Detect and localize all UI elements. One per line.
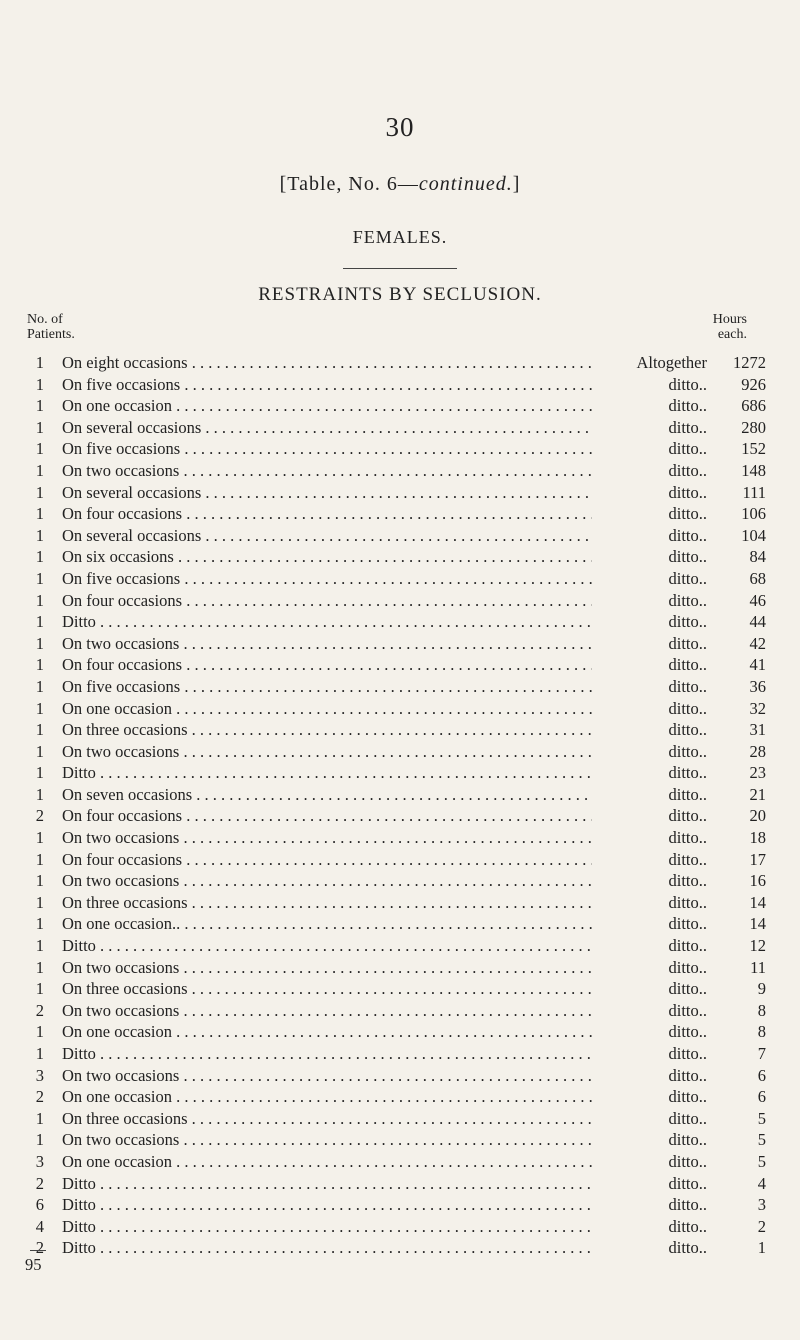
- column-header-hours-line1: Hours: [712, 312, 747, 327]
- table-row: [0, 352, 800, 374]
- row-hours: 7: [757, 1044, 766, 1063]
- row-ditto: ditto..: [595, 1021, 707, 1043]
- row-hours: 8: [757, 1022, 766, 1042]
- row-ditto: ditto..: [595, 676, 707, 698]
- table-row: [0, 719, 800, 741]
- row-description: On several occasions . . .: [62, 525, 592, 547]
- row-hours: 17: [749, 849, 766, 869]
- row-ditto: ditto..: [595, 762, 707, 784]
- row-description: On six occasions . . .: [62, 546, 592, 568]
- row-description: Ditto . . .: [62, 611, 592, 633]
- row-hours: 5: [757, 1130, 766, 1150]
- table-row: [0, 913, 800, 935]
- row-ditto: ditto..: [595, 957, 707, 979]
- row-hours: 8: [757, 1000, 766, 1020]
- row-hours: 5: [757, 1151, 766, 1171]
- patient-count: 1: [35, 871, 44, 891]
- row-hours: 20: [749, 806, 766, 826]
- row-ditto: ditto..: [595, 741, 707, 763]
- patient-count: 1: [35, 892, 44, 912]
- table-heading-continued: continued.: [418, 173, 513, 195]
- table-row: [0, 417, 800, 439]
- table-row: [0, 1237, 800, 1259]
- patient-count: 1: [35, 784, 44, 804]
- table-row: [0, 741, 800, 763]
- row-ditto: ditto..: [595, 805, 707, 827]
- row-description: On one occasion.. . . .: [62, 913, 592, 935]
- section-heading: RESTRAINTS BY SECLUSION.: [258, 284, 542, 305]
- row-hours: 4: [757, 1173, 766, 1193]
- patient-count: 1: [35, 1022, 44, 1042]
- row-ditto: ditto..: [595, 654, 707, 676]
- row-description: On four occasions . . .: [62, 849, 592, 871]
- table-row: [0, 546, 800, 568]
- row-description: On two occasions . . .: [62, 741, 592, 763]
- patient-count: 1: [35, 1044, 44, 1063]
- row-ditto: ditto..: [595, 827, 707, 849]
- row-ditto: ditto..: [595, 460, 707, 482]
- table-row: [0, 698, 800, 720]
- row-description: Ditto . . .: [62, 1173, 592, 1195]
- row-hours: 11: [750, 957, 766, 977]
- row-ditto: ditto..: [595, 1216, 707, 1238]
- row-ditto: ditto..: [595, 698, 707, 720]
- table-row: [0, 935, 800, 957]
- table-row: [0, 676, 800, 698]
- table-row: [0, 438, 800, 460]
- column-header-patients: [27, 312, 75, 342]
- row-description: On two occasions . . .: [62, 957, 592, 979]
- table-row: [0, 978, 800, 1000]
- table-row: [0, 805, 800, 827]
- column-header-patients-line2: Patients.: [27, 327, 75, 342]
- table-row: [0, 654, 800, 676]
- total-patients: 95: [25, 1255, 42, 1274]
- patient-count: 2: [35, 1173, 44, 1193]
- row-hours: 14: [749, 914, 766, 934]
- row-ditto: ditto..: [595, 417, 707, 439]
- row-hours: 42: [749, 633, 766, 653]
- row-ditto: ditto..: [595, 1108, 707, 1130]
- patient-count: 1: [35, 568, 44, 588]
- patient-count: 3: [35, 1151, 44, 1171]
- row-ditto: ditto..: [595, 1173, 707, 1195]
- row-description: On two occasions . . .: [62, 827, 592, 849]
- row-ditto: ditto..: [595, 503, 707, 525]
- row-description: Ditto . . .: [62, 935, 592, 957]
- row-hours: 111: [742, 482, 766, 502]
- row-ditto: ditto..: [595, 568, 707, 590]
- table-row: [0, 1086, 800, 1108]
- table-row: [0, 568, 800, 590]
- table-heading-prefix: [Table, No. 6—: [279, 173, 419, 195]
- table-row: [0, 1216, 800, 1238]
- table-row: [0, 1000, 800, 1022]
- table-row: [0, 525, 800, 547]
- table-row: [0, 1021, 800, 1043]
- row-hours: 5: [757, 1108, 766, 1128]
- row-description: On one occasion . . .: [62, 1021, 592, 1043]
- patient-count: 1: [35, 828, 44, 848]
- row-description: On two occasions . . .: [62, 1065, 592, 1087]
- patient-count: 4: [35, 1216, 44, 1236]
- row-description: Ditto . . .: [62, 1043, 592, 1065]
- patient-count: 1: [35, 590, 44, 610]
- row-description: On two occasions . . .: [62, 460, 592, 482]
- row-ditto: ditto..: [595, 913, 707, 935]
- row-description: On five occasions . . .: [62, 438, 592, 460]
- table-row: [0, 395, 800, 417]
- row-hours: 148: [741, 460, 766, 480]
- patient-count: 6: [35, 1195, 44, 1215]
- row-hours: 31: [749, 720, 766, 740]
- row-ditto: ditto..: [595, 546, 707, 568]
- row-ditto: ditto..: [595, 395, 707, 417]
- row-hours: 36: [749, 676, 766, 696]
- row-description: On three occasions . . .: [62, 1108, 592, 1130]
- row-ditto: ditto..: [595, 633, 707, 655]
- row-hours: 18: [749, 828, 766, 848]
- patient-count: 2: [35, 1000, 44, 1020]
- patient-count: 1: [35, 741, 44, 761]
- patient-count: 1: [35, 504, 44, 524]
- table-row: [0, 1151, 800, 1173]
- row-ditto: ditto..: [595, 1129, 707, 1151]
- row-ditto: ditto..: [595, 525, 707, 547]
- row-description: On two occasions . . .: [62, 1000, 592, 1022]
- row-ditto: Altogether: [595, 352, 707, 374]
- table-row: [0, 1173, 800, 1195]
- row-hours: 1: [757, 1238, 766, 1258]
- seclusion-table: [0, 352, 800, 1259]
- row-hours: 280: [741, 417, 766, 437]
- table-row: [0, 784, 800, 806]
- row-description: Ditto . . .: [62, 1216, 592, 1238]
- divider-rule: [343, 268, 457, 269]
- row-hours: 46: [749, 590, 766, 610]
- row-hours: 6: [757, 1087, 766, 1107]
- row-ditto: ditto..: [595, 978, 707, 1000]
- patient-count: 1: [35, 979, 44, 999]
- row-ditto: ditto..: [595, 935, 707, 957]
- row-ditto: ditto..: [595, 1194, 707, 1216]
- table-row: [0, 503, 800, 525]
- patient-count: 1: [35, 763, 44, 783]
- patient-count: 1: [35, 676, 44, 696]
- row-ditto: ditto..: [595, 870, 707, 892]
- row-ditto: ditto..: [595, 1000, 707, 1022]
- row-hours: 21: [749, 784, 766, 804]
- row-description: On three occasions . . .: [62, 892, 592, 914]
- table-row: [0, 957, 800, 979]
- table-row: [0, 827, 800, 849]
- patient-count: 1: [35, 655, 44, 675]
- patient-count: 1: [35, 612, 44, 632]
- row-ditto: ditto..: [595, 1237, 707, 1259]
- page-number: 30: [385, 112, 415, 142]
- row-ditto: ditto..: [595, 1151, 707, 1173]
- row-description: On one occasion . . .: [62, 698, 592, 720]
- row-ditto: ditto..: [595, 719, 707, 741]
- row-hours: 9: [757, 979, 766, 999]
- patient-count: 1: [35, 417, 44, 437]
- row-hours: 106: [741, 504, 766, 524]
- row-description: Ditto . . .: [62, 762, 592, 784]
- row-description: On several occasions . . .: [62, 417, 592, 439]
- patient-count: 1: [35, 396, 44, 416]
- table-row: [0, 460, 800, 482]
- table-row: [0, 374, 800, 396]
- row-hours: 104: [741, 525, 766, 545]
- row-hours: 152: [741, 439, 766, 459]
- patient-count: 1: [35, 698, 44, 718]
- patient-count: 1: [35, 460, 44, 480]
- row-ditto: ditto..: [595, 374, 707, 396]
- row-description: On two occasions . . .: [62, 1129, 592, 1151]
- row-hours: 16: [749, 871, 766, 891]
- row-description: On five occasions . . .: [62, 374, 592, 396]
- table-row: [0, 1065, 800, 1087]
- row-hours: 686: [741, 396, 766, 416]
- row-ditto: ditto..: [595, 849, 707, 871]
- row-description: On four occasions . . .: [62, 503, 592, 525]
- patient-count: 1: [35, 936, 44, 956]
- row-description: On several occasions . . .: [62, 482, 592, 504]
- row-description: Ditto . . .: [62, 1194, 592, 1216]
- patient-count: 1: [35, 633, 44, 653]
- row-ditto: ditto..: [595, 1043, 707, 1065]
- row-description: On three occasions . . .: [62, 719, 592, 741]
- patient-count: 3: [35, 1065, 44, 1085]
- row-hours: 926: [741, 374, 766, 394]
- row-description: On one occasion . . .: [62, 395, 592, 417]
- patient-count: 1: [35, 482, 44, 502]
- row-description: On five occasions . . .: [62, 676, 592, 698]
- patient-count: 1: [35, 525, 44, 545]
- column-header-hours: [713, 312, 747, 342]
- row-hours: 68: [749, 568, 766, 588]
- patient-count: 1: [35, 849, 44, 869]
- patient-count: 1: [35, 914, 44, 934]
- table-heading: [0, 173, 800, 196]
- table-row: [0, 590, 800, 612]
- row-ditto: ditto..: [595, 438, 707, 460]
- patient-count: 1: [35, 957, 44, 977]
- patient-count: 1: [35, 439, 44, 459]
- table-row: [0, 1108, 800, 1130]
- row-ditto: ditto..: [595, 611, 707, 633]
- row-description: On two occasions . . .: [62, 870, 592, 892]
- patient-count: 1: [35, 720, 44, 740]
- row-ditto: ditto..: [595, 1086, 707, 1108]
- row-description: On one occasion . . .: [62, 1086, 592, 1108]
- row-ditto: ditto..: [595, 1065, 707, 1087]
- column-header-hours-line2: each.: [717, 327, 747, 342]
- row-hours: 32: [749, 698, 766, 718]
- row-hours: 6: [757, 1065, 766, 1085]
- row-description: On five occasions . . .: [62, 568, 592, 590]
- row-ditto: ditto..: [595, 892, 707, 914]
- row-ditto: ditto..: [595, 784, 707, 806]
- column-header-patients-line1: No. of: [27, 312, 63, 327]
- row-hours: 23: [749, 763, 766, 783]
- females-heading: FEMALES.: [352, 227, 448, 247]
- row-hours: 41: [749, 655, 766, 675]
- row-hours: 14: [749, 892, 766, 912]
- row-description: On four occasions . . .: [62, 654, 592, 676]
- patient-count: 1: [35, 1108, 44, 1128]
- table-row: [0, 1194, 800, 1216]
- patient-count: 2: [35, 806, 44, 826]
- patient-count: 2: [35, 1238, 44, 1258]
- row-ditto: ditto..: [595, 482, 707, 504]
- patient-count: 2: [35, 1087, 44, 1107]
- row-hours: 12: [749, 936, 766, 956]
- row-description: Ditto . . .: [62, 1237, 592, 1259]
- table-row: [0, 1129, 800, 1151]
- row-ditto: ditto..: [595, 590, 707, 612]
- table-row: [0, 892, 800, 914]
- row-description: On two occasions . . .: [62, 633, 592, 655]
- row-description: On one occasion . . .: [62, 1151, 592, 1173]
- table-row: [0, 849, 800, 871]
- table-row: [0, 611, 800, 633]
- row-hours: 84: [749, 547, 766, 567]
- patient-count: 1: [35, 353, 44, 372]
- row-hours: 44: [749, 612, 766, 632]
- row-description: On four occasions . . .: [62, 805, 592, 827]
- row-description: On three occasions . . .: [62, 978, 592, 1000]
- row-description: On four occasions . . .: [62, 590, 592, 612]
- row-hours: 28: [749, 741, 766, 761]
- table-heading-suffix: ]: [512, 173, 521, 195]
- row-description: On eight occasions . . .: [62, 352, 592, 374]
- table-row: [0, 482, 800, 504]
- row-description: On seven occasions . . .: [62, 784, 592, 806]
- patient-count: 1: [35, 1130, 44, 1150]
- total-rule: [30, 1250, 46, 1251]
- row-hours: 2: [757, 1216, 766, 1236]
- patient-count: 1: [35, 547, 44, 567]
- table-row: [0, 870, 800, 892]
- patient-count: 1: [35, 374, 44, 394]
- table-row: [0, 1043, 800, 1065]
- row-hours: 1272: [733, 353, 766, 372]
- table-row: [0, 633, 800, 655]
- row-hours: 3: [757, 1195, 766, 1215]
- table-row: [0, 762, 800, 784]
